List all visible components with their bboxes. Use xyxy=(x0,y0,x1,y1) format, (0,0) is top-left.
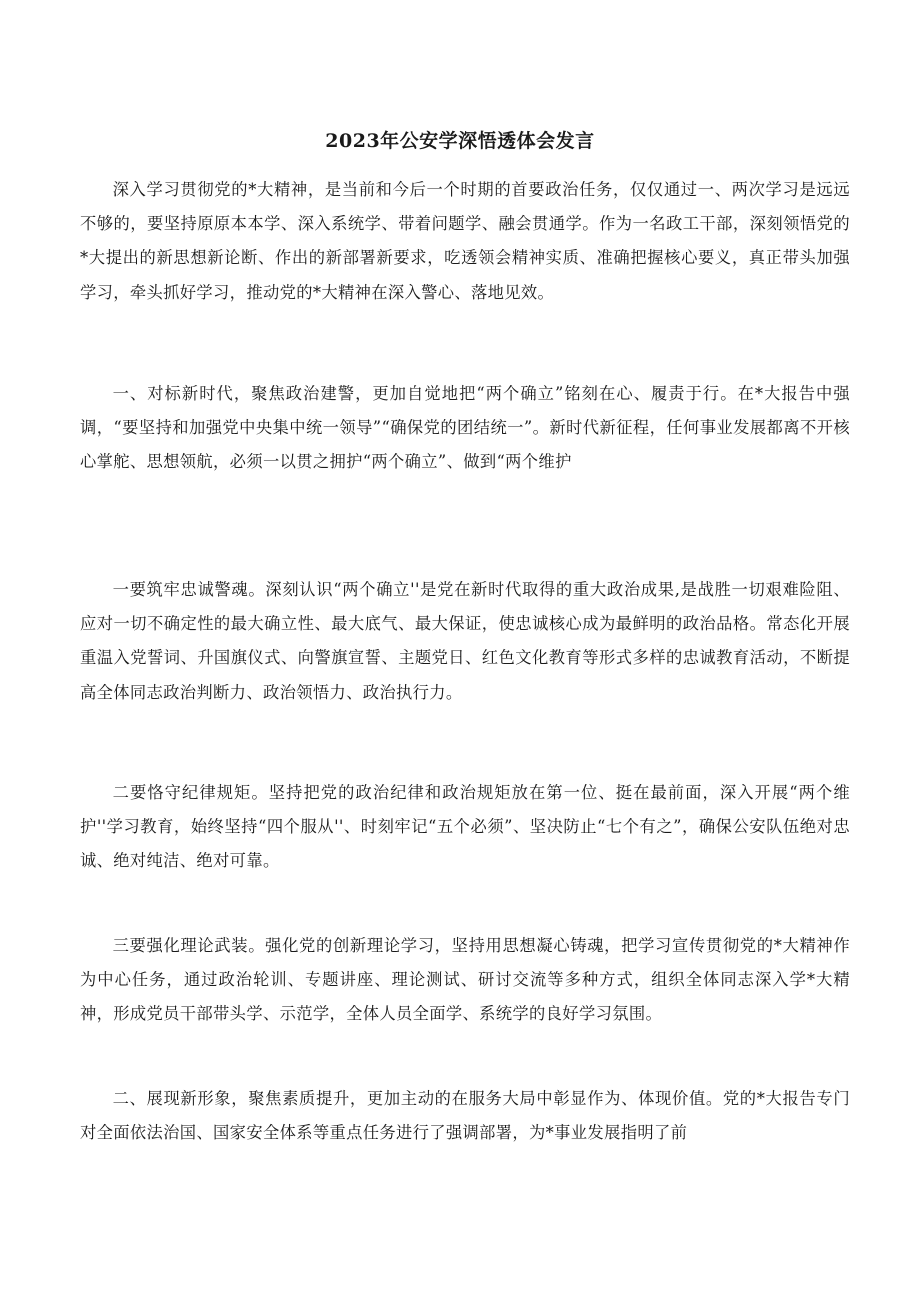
document-title: 2023年公安学深悟透体会发言 xyxy=(325,130,595,152)
paragraph-theory: 三要强化理论武装。强化党的创新理论学习，坚持用思想凝心铸魂，把学习宣传贯彻党的*大精神作为中心任务，通过政治轮训、专题讲座、理论测试、研讨交流等多种方式，组织全体同志深入学*大精神，形成党员干部带头学、示范学，全体人员全面学、系统学的良好学习氛围。 xyxy=(80,936,850,1024)
paragraph-section-two: 二、展现新形象，聚焦素质提升，更加主动的在服务大局中彰显作为、体现价值。党的*大报告专门对全面依法治国、国家安全体系等重点任务进行了强调部署，为*事业发展指明了前 xyxy=(80,1089,850,1143)
paragraph-intro: 深入学习贯彻党的*大精神，是当前和今后一个时期的首要政治任务，仅仅通过一、两次学习是远远不够的，要坚持原原本本学、深入系统学、带着问题学、融会贯通学。作为一名政工干部，深刻领悟党的*大提出的新思想新论断、作出的新部署新要求，吃透领会精神实质、准确把握核心要义，真正带头加强学习，牵头抓好学习，推动党的*大精神在深入警心、落地见效。 xyxy=(80,180,850,302)
paragraph-loyalty: 一要筑牢忠诚警魂。深刻认识“两个确立''是党在新时代取得的重大政治成果,是战胜一切艰难险阻、应对一切不确定性的最大确立性、最大底气、最大保证，使忠诚核心成为最鲜明的政治品格。常态化开展重温入党誓词、升国旗仪式、向警旗宣誓、主题党日、红色文化教育等形式多样的忠诚教育活动，不断提高全体同志政治判断力、政治领悟力、政治执行力。 xyxy=(80,580,850,702)
paragraph-discipline: 二要恪守纪律规矩。坚持把党的政治纪律和政治规矩放在第一位、挺在最前面，深入开展“两个维护''学习教育，始终坚持“四个服从''、时刻牢记“五个必须”、坚决防止“七个有之”，确保公安队伍绝对忠诚、绝对纯洁、绝对可靠。 xyxy=(80,783,850,871)
paragraph-section-one: 一、对标新时代，聚焦政治建警，更加自觉地把“两个确立”铭刻在心、履责于行。在*大报告中强调，“要坚持和加强党中央集中统一领导”“确保党的团结统一”。新时代新征程，任何事业发展都离不开核心掌舵、思想领航，必须一以贯之拥护“两个确立”、做到“两个维护 xyxy=(80,384,850,472)
